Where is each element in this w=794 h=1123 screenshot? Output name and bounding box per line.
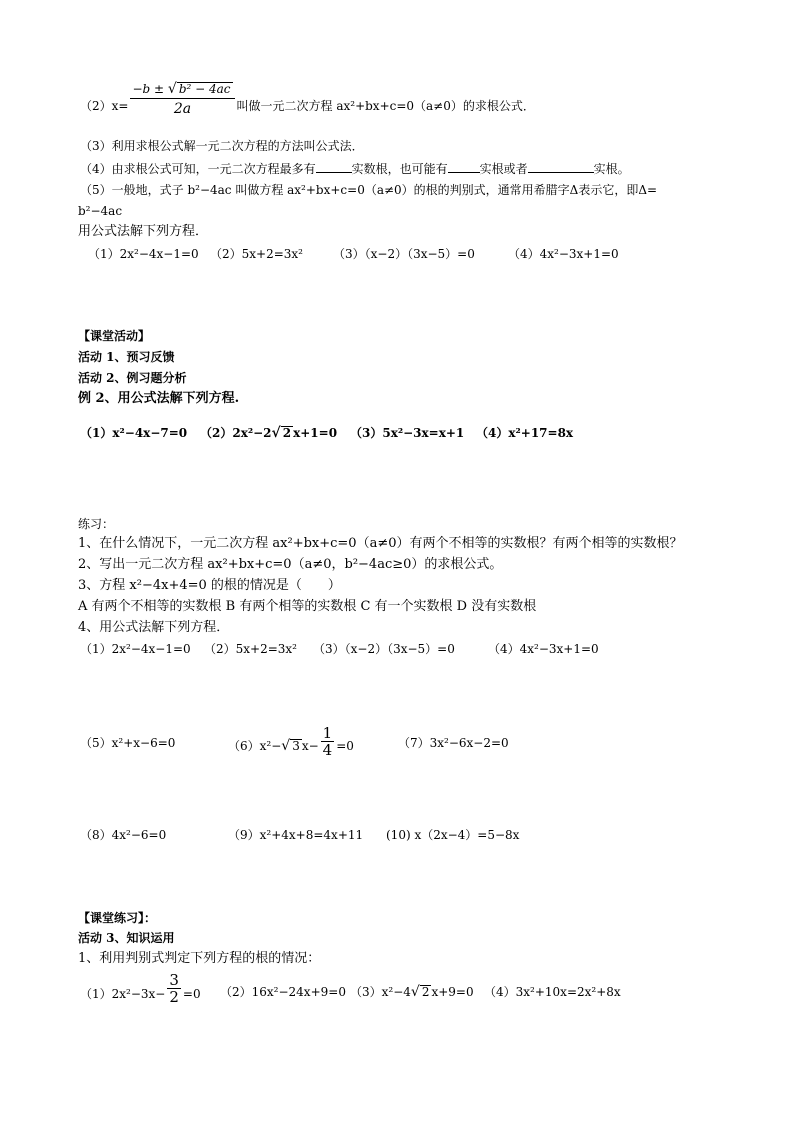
blank-3 <box>528 160 594 173</box>
formula-radicand: b² − 4ac <box>178 82 231 96</box>
sqrt-sign: √ <box>281 738 291 754</box>
practice-eq-3: （3）（x−2）（3x−5）=0 <box>313 642 455 656</box>
class-practice-eq-2: （2）16x²−24x+9=0 <box>220 985 346 999</box>
class-practice-q1: 1、利用判别式判定下列方程的根的情况： <box>78 951 321 966</box>
class-practice-eq-1 <box>80 971 201 1006</box>
class-practice-eq-1-b: =0 <box>182 987 201 1001</box>
top-eq-1: （1）2x²−4x−1=0 <box>88 247 199 261</box>
practice-eq-6 <box>228 724 354 759</box>
practice-eq-6-b: x− <box>301 739 319 753</box>
practice-eq-5: （5）x²+x−6=0 <box>80 736 176 750</box>
item-2-label: （2）x= <box>80 99 129 113</box>
fraction-numerator: 3 <box>169 971 179 989</box>
practice-eq-8: （8）4x²−6=0 <box>80 828 167 842</box>
item-4-text-a: （4）由求根公式可知，一元二次方程最多有 <box>80 162 316 176</box>
example-eq-4: （4）x²+17=8x <box>476 426 574 440</box>
example-eq-2-radicand: 2 <box>282 426 292 440</box>
formula-b: b <box>142 82 151 96</box>
top-eq-3: （3）（x−2）（3x−5）=0 <box>333 247 475 261</box>
fraction-denominator: 4 <box>322 741 333 759</box>
item-5-line-2: b²−4ac <box>78 204 123 218</box>
activity-1: 活动 1、预习反馈 <box>78 350 175 364</box>
practice-q4: 4、用公式法解下列方程． <box>78 620 230 635</box>
item-5-line-1: （5）一般地，式子 b²−4ac 叫做方程 ax²+bx+c=0（a≠0）的根的判别式，通常用希腊字Δ表示它，即Δ= <box>80 183 658 197</box>
practice-q1: 1、在什么情况下，一元二次方程 ax²+bx+c=0（a≠0）有两个不相等的实数根？有两个相等的实数根？ <box>78 536 683 551</box>
formula-pm: ± <box>150 82 168 96</box>
item-4-text-b: 实数根，也可能有 <box>351 162 448 176</box>
practice-eq-10: (10) x（2x−4）=5−8x <box>386 828 520 842</box>
activity-3: 活动 3、知识运用 <box>78 931 175 945</box>
fraction-three-halves <box>167 972 181 1005</box>
class-practice-eq-4: （4）3x²+10x=2x²+8x <box>484 985 621 999</box>
class-activity-heading: 【课堂活动】 <box>78 329 151 343</box>
practice-heading: 练习： <box>78 517 115 531</box>
instruction: 用公式法解下列方程． <box>78 224 209 239</box>
practice-eq-1: （1）2x²−4x−1=0 <box>80 642 191 656</box>
practice-eq-2: （2）5x+2=3x² <box>204 642 297 656</box>
example-eq-2-a: （2）2x²−2 <box>200 426 272 440</box>
blank-2 <box>448 160 480 173</box>
class-practice-eq-3-a: （3）x²−4 <box>350 985 411 999</box>
quadratic-formula <box>130 80 234 119</box>
sqrt-sign: √ <box>167 81 177 97</box>
item-4-text-c: 实根或者 <box>479 162 528 176</box>
item-3: （3）利用求根公式解一元二次方程的方法叫公式法． <box>80 139 364 153</box>
class-practice-heading: 【课堂练习】： <box>78 911 157 925</box>
class-practice-eq-1-a: （1）2x²−3x− <box>80 987 166 1001</box>
item-2 <box>80 81 535 119</box>
sqrt-sign: √ <box>410 984 420 1000</box>
example-eq-3: （3）5x²−3x=x+1 <box>350 426 465 440</box>
fraction-numerator: 1 <box>322 724 333 742</box>
example-eq-2 <box>200 425 337 441</box>
fraction-one-quarter <box>321 725 335 758</box>
practice-q3-options: A 有两个不相等的实数根 B 有两个相等的实数根 C 有一个实数根 D 没有实数根 <box>78 599 537 614</box>
practice-eq-6-c: =0 <box>336 739 354 753</box>
practice-eq-4: （4）4x²−3x+1=0 <box>488 642 599 656</box>
practice-eq-9: （9）x²+4x+8=4x+11 <box>228 828 364 842</box>
example-eq-1: （1）x²−4x−7=0 <box>80 426 188 440</box>
practice-eq-6-a: （6）x²− <box>228 739 282 753</box>
item-2-text: 叫做一元二次方程 ax²+bx+c=0（a≠0）的求根公式． <box>236 99 535 113</box>
blank-1 <box>316 160 352 173</box>
class-practice-eq-3-radicand: 2 <box>421 985 430 999</box>
class-practice-eq-3-b: x+9=0 <box>431 985 474 999</box>
formula-minus: − <box>132 82 143 96</box>
top-eq-4: （4）4x²−3x+1=0 <box>508 247 619 261</box>
formula-numerator <box>130 80 234 99</box>
item-4 <box>80 160 630 177</box>
top-eq-2: （2）5x+2=3x² <box>210 247 303 261</box>
practice-q3: 3、方程 x²−4x+4=0 的根的情况是（ ） <box>78 578 341 593</box>
class-practice-eq-3 <box>350 984 474 1000</box>
activity-2: 活动 2、例习题分析 <box>78 371 187 385</box>
example-2: 例 2、用公式法解下列方程. <box>78 391 240 406</box>
practice-eq-7: （7）3x²−6x−2=0 <box>398 736 509 750</box>
fraction-denominator: 2 <box>169 988 179 1006</box>
sqrt-sign: √ <box>271 425 281 441</box>
item-4-text-d: 实根。 <box>593 162 630 176</box>
practice-q2: 2、写出一元二次方程 ax²+bx+c=0（a≠0，b²−4ac≥0）的求根公式。 <box>78 557 503 572</box>
example-eq-2-b: x+1=0 <box>293 426 338 440</box>
formula-denominator: 2a <box>173 101 192 117</box>
practice-eq-6-radicand: 3 <box>292 739 300 753</box>
